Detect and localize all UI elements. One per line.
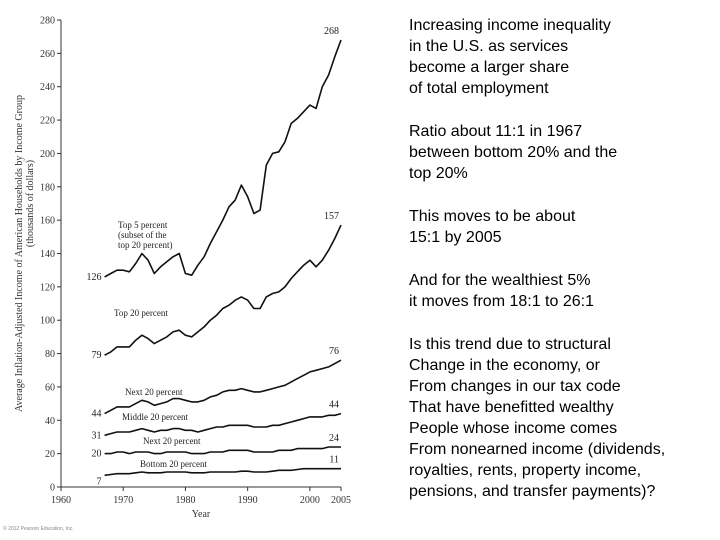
commentary-paragraph-4: And for the wealthiest 5% it moves from 18:1 to 26:1 [409,272,594,310]
x-tick-label: 1960 [51,495,71,506]
series-labels [87,26,339,487]
x-axis-title: Year [191,509,211,520]
y-tick-label: 20 [45,449,55,461]
y-axis-title-line-2: (thousands of dollars) [25,159,36,248]
start-value-label-bottom-20: 7 [96,476,102,488]
end-value-label-second-20: 24 [329,432,339,444]
series-line-bottom-20 [105,469,341,476]
chart-axes [40,16,351,507]
start-value-label-fourth-20: 44 [91,408,102,420]
x-tick-label: 1970 [113,495,134,506]
y-tick-label: 80 [45,349,55,361]
commentary-paragraph-5: Is this trend due to structural Change in the economy, or From changes in our tax code That have benefitted wealthy People whose income comes From nonearned income (dividends, royalties, rents, property income, pensions, and transfer payments)? [409,336,666,500]
y-tick-label: 240 [40,82,55,94]
series-name-label-second-20: Next 20 percent [143,436,201,446]
commentary-paragraph-3: This moves to be about 15:1 by 2005 [409,208,576,246]
y-tick-label: 120 [40,282,55,294]
y-tick-label: 60 [45,382,55,394]
series-name-label-top-5: (subset of the [118,230,167,240]
series-name-label-fourth-20: Next 20 percent [125,387,183,397]
y-tick-label: 160 [40,215,55,227]
copyright-notice: © 2012 Pearson Education, Inc. [3,526,74,532]
start-value-label-top-5: 126 [86,271,102,283]
y-tick-label: 40 [45,415,55,427]
y-axis-title [14,95,36,412]
series-name-label-bottom-20: Bottom 20 percent [140,459,207,469]
end-value-label-middle-20: 44 [329,399,339,411]
end-value-label-top-20: 157 [324,211,339,223]
y-tick-label: 0 [50,482,55,494]
y-tick-label: 280 [40,15,55,27]
y-tick-label: 220 [40,115,55,127]
series-name-label-middle-20: Middle 20 percent [122,412,188,422]
series-line-second-20 [105,447,341,454]
y-axis-title-line-1: Average Inflation-Adjusted Income of American Households by Income Group [14,95,25,412]
series-name-label-top-5: Top 5 percent [118,220,168,230]
commentary-paragraph-1: Increasing income inequality in the U.S. as services become a larger share of total employment [409,17,611,97]
series-name-label-top-5: top 20 percent) [118,240,173,250]
start-value-label-middle-20: 31 [91,430,102,442]
x-tick-label: 1980 [175,495,196,506]
end-value-label-bottom-20: 11 [329,454,339,466]
y-tick-label: 140 [40,249,55,260]
y-tick-label: 100 [40,315,55,327]
commentary-paragraph-2: Ratio about 11:1 in 1967 between bottom 20% and the top 20% [409,123,618,182]
y-tick-label: 200 [40,148,55,160]
series-name-label-top-20: Top 20 percent [114,308,168,318]
y-tick-label: 260 [40,48,55,60]
end-value-label-fourth-20: 76 [329,346,339,358]
end-value-label-top-5: 268 [324,26,339,38]
x-tick-label: 1990 [237,495,258,506]
x-tick-label: 2000 [299,495,320,506]
y-tick-label: 180 [40,182,55,194]
x-tick-label: 2005 [331,495,351,506]
series-lines [105,40,341,475]
start-value-label-top-20: 79 [91,350,102,362]
commentary-panel [409,15,709,524]
start-value-label-second-20: 20 [91,448,102,460]
